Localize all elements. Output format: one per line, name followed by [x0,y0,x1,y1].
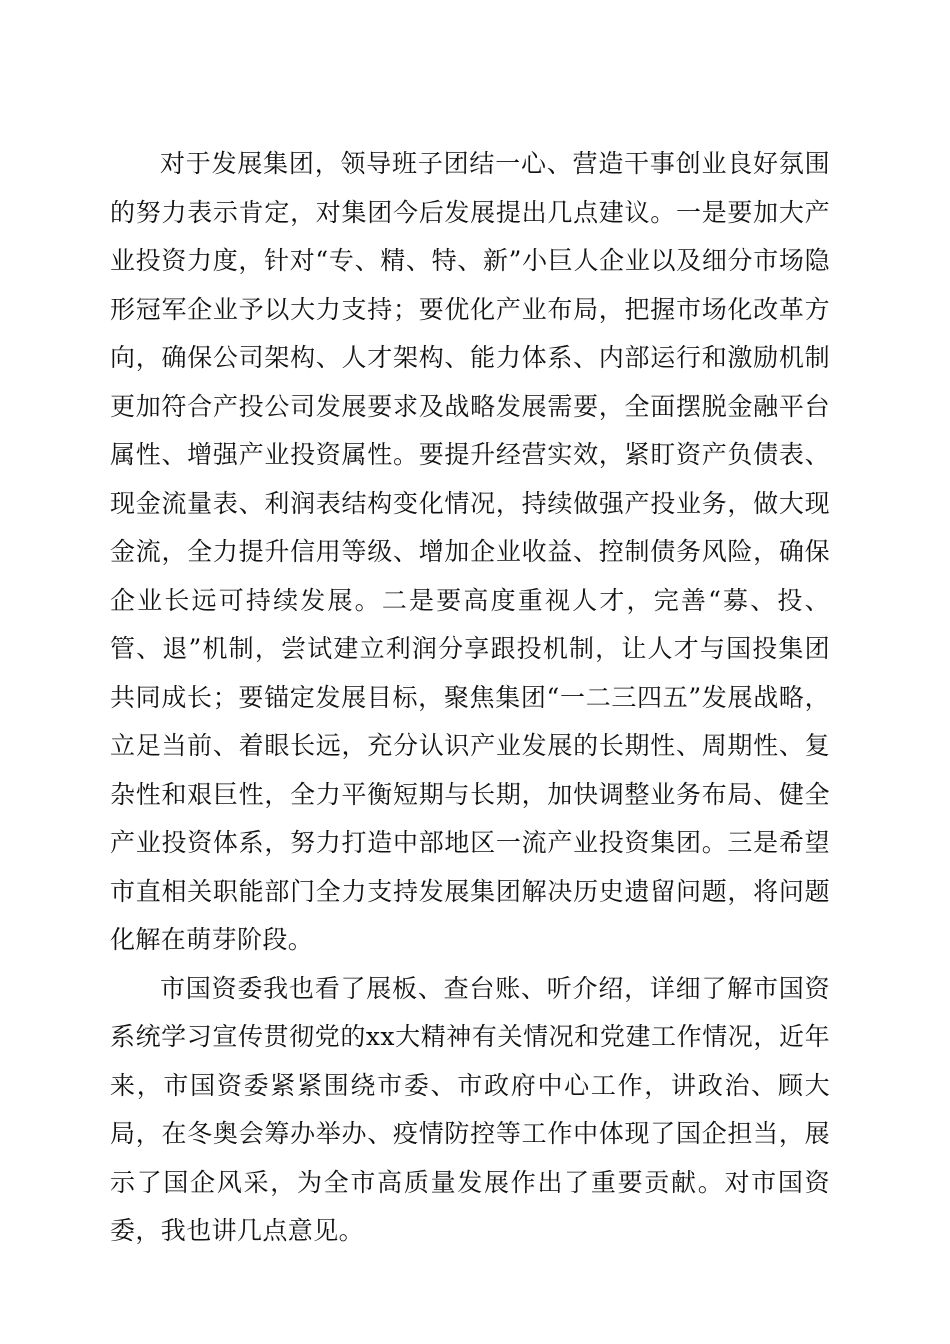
document-body [110,140,830,1256]
paragraph-sasac: 市国资委我也看了展板、查台账、听介绍，详细了解市国资系统学习宣传贯彻党的xx大精神有关情况和党建工作情况，近年来，市国资委紧紧围绕市委、市政府中心工作，讲政治、顾大局，在冬奥会筹办举办、疫情防控等工作中体现了国企担当，展示了国企风采，为全市高质量发展作出了重要贡献。对市国资委，我也讲几点意见。 [110,973,830,1245]
paragraph-development-group: 对于发展集团，领导班子团结一心、营造干事创业良好氛围的努力表示肯定，对集团今后发展提出几点建议。一是要加大产业投资力度，针对“专、精、特、新”小巨人企业以及细分市场隐形冠军企业予以大力支持；要优化产业布局，把握市场化改革方向，确保公司架构、人才架构、能力体系、内部运行和激励机制更加符合产投公司发展要求及战略发展需要，全面摆脱金融平台属性、增强产业投资属性。要提升经营实效，紧盯资产负债表、现金流量表、利润表结构变化情况，持续做强产投业务，做大现金流，全力提升信用等级、增加企业收益、控制债务风险，确保企业长远可持续发展。二是要高度重视人才，完善“募、投、管、退”机制，尝试建立利润分享跟投机制，让人才与国投集团共同成长；要锚定发展目标，聚焦集团“一二三四五”发展战略，立足当前、着眼长远，充分认识产业发展的长期性、周期性、复杂性和艰巨性，全力平衡短期与长期，加快调整业务布局、健全产业投资体系，努力打造中部地区一流产业投资集团。三是希望市直相关职能部门全力支持发展集团解决历史遗留问题，将问题化解在萌芽阶段。 [110,149,830,954]
